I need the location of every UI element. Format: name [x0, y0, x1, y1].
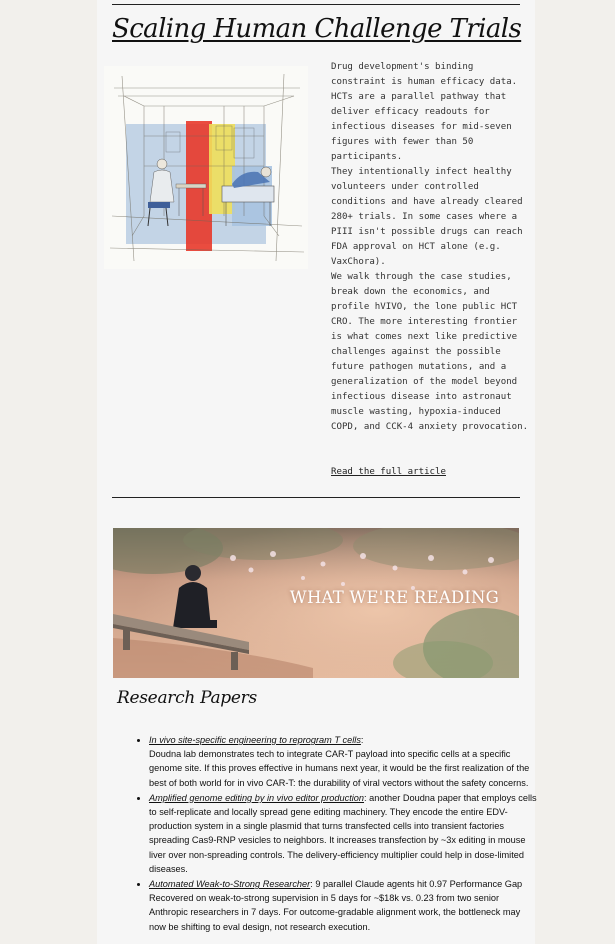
article-paragraph: We walk through the case studies, break down the economics, and profile hVIVO, the lone public HCT CRO. The more interesting frontier is what comes next like predictive challenges against the possible future pathogen mutations, and a generalization of the model beyond infectious disease into astronaut muscle wasting, hypoxia-induced COPD, and CCK-4 anxiety provocation.: [331, 272, 529, 432]
article-paragraph: They intentionally infect healthy volunteers under controlled conditions and have already cleared 280+ trials. In some cases where a PIII isn't possible drugs can reach FDA approval on HCT alone (e.g. VaxChora).: [331, 167, 523, 267]
paper-link[interactable]: In vivo site-specific engineering to reprogram T cells: [149, 735, 361, 745]
list-item: [149, 877, 537, 934]
clinical-trial-illustration: [104, 66, 308, 269]
top-divider: [112, 4, 520, 5]
newsletter-page: [97, 0, 535, 944]
banner-title: WHAT WE'RE READING: [289, 588, 499, 607]
research-papers-list: [129, 733, 537, 935]
article-body: [331, 60, 531, 435]
article-paragraph: Drug development's binding constraint is human efficacy data. HCTs are a parallel pathway that deliver efficacy readouts for infectious diseases for mid-seven figures with fewer than 50 participants.: [331, 62, 518, 162]
list-item: [149, 733, 537, 790]
reading-banner: [113, 528, 519, 678]
research-papers-heading: Research Papers: [117, 688, 257, 708]
paper-link[interactable]: Amplified genome editing by in vivo editor production: [149, 792, 365, 803]
paper-separator: :: [310, 879, 313, 890]
paper-summary: another Doudna paper that employs cells to self-replicate and locally spread gene editing machinery. They encode the entire EDV-production system in a single plasmid that turns transfected cells into transient factories spreading Cas9-RNP vesicles to neighbors. It increases transfection by ~3x editing in mouse liver over non-spreading controls. The delivery-efficiency multiplier could help in dose-limited diseases.: [149, 792, 537, 874]
paper-summary: 9 parallel Claude agents hit 0.97 Performance Gap Recovered on weak-to-strong supervision in 5 days for ~$18k vs. 0.23 from two senior Anthropic researchers in 7 days. For outcome-gradable alignment work, the bottleneck may now be shifting to eval design, not research execution.: [149, 879, 523, 932]
paper-summary: Doudna lab demonstrates tech to integrate CAR-T payload into specific cells at a specific genome site. If this proves effective in humans next year, it would be the first realization of the best of both world for in vivo CAR-T: the durability of viral vectors without the safety concerns.: [149, 749, 530, 788]
list-item: [149, 791, 537, 876]
paper-link[interactable]: Automated Weak-to-Strong Researcher: [149, 879, 311, 890]
article-title[interactable]: Scaling Human Challenge Trials: [112, 14, 522, 44]
paper-separator: :: [364, 792, 367, 803]
read-full-article-link[interactable]: Read the full article: [331, 467, 446, 477]
paper-separator: :: [360, 735, 364, 745]
section-divider: [112, 497, 520, 498]
